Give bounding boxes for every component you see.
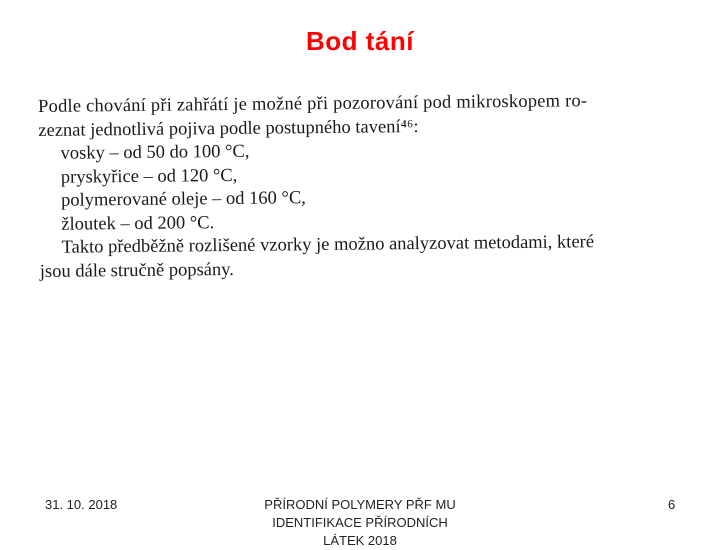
- text-line: pryskyřice – od 120 °C,: [60, 165, 238, 188]
- footer-center-line: PŘÍRODNÍ POLYMERY PŘF MU: [264, 497, 456, 512]
- footer-center: [230, 496, 490, 550]
- text-line: Podle chování při zahřátí je možné při pozorování pod mikroskopem ro-: [38, 91, 588, 117]
- text-line: polymerované oleje – od 160 °C,: [60, 188, 306, 211]
- footer-center-line: IDENTIFIKACE PŘÍRODNÍCH: [272, 515, 448, 530]
- footer-date: 31. 10. 2018: [45, 497, 118, 512]
- text-line: vosky – od 50 do 100 °C,: [60, 141, 250, 164]
- page-number: 6: [668, 497, 676, 512]
- text-line: jsou dále stručně popsány.: [39, 259, 234, 282]
- text-line: zeznat jednotlivá pojiva podle postupného tavení⁴⁶:: [38, 116, 419, 141]
- footer-center-line: LÁTEK 2018: [323, 533, 397, 548]
- slide-title: Bod tání: [306, 26, 414, 56]
- text-line: žloutek – od 200 °C.: [61, 212, 215, 235]
- text-line: Takto předběžně rozlišené vzorky je možno analyzovat metodami, které: [61, 232, 595, 258]
- scanned-text-block: [38, 89, 690, 284]
